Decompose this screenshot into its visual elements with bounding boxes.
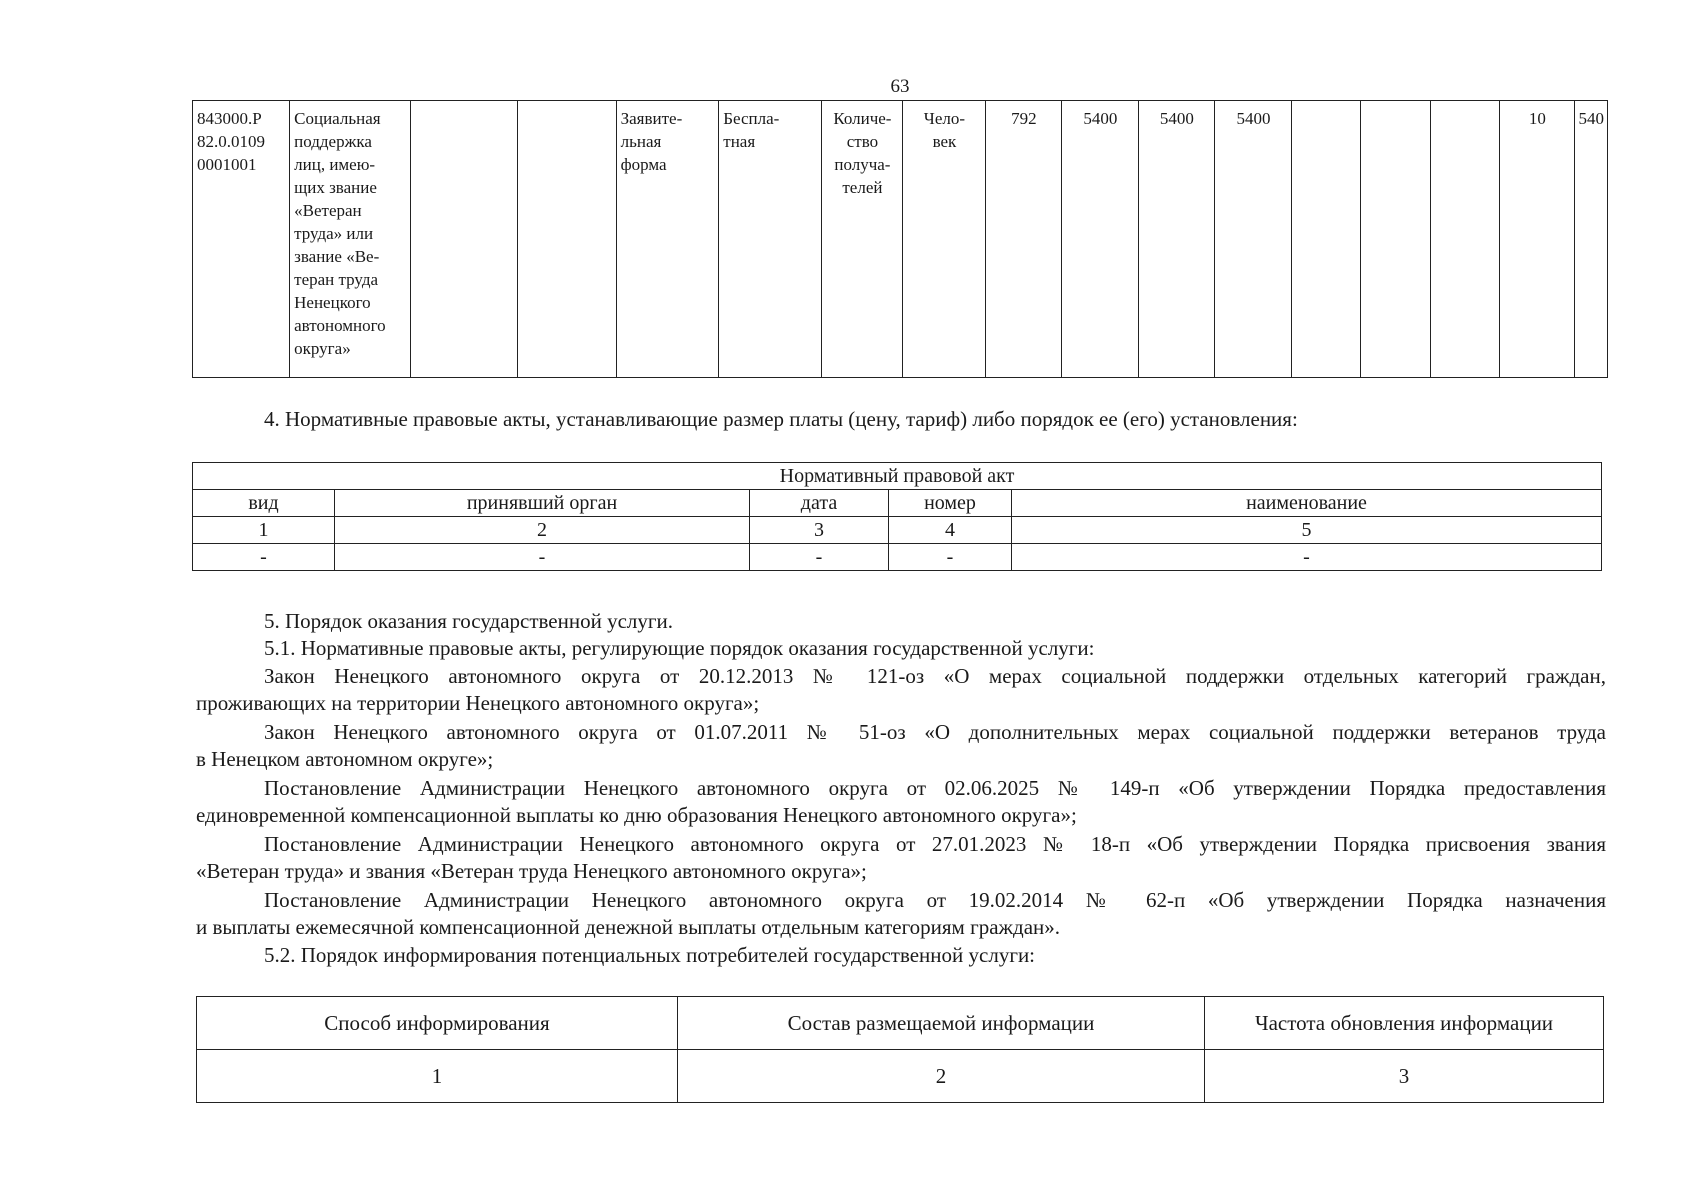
column-header: вид [193,490,335,517]
table-cell: - [1012,544,1602,571]
form-line: Заявите- [620,109,683,128]
table-cell: - [889,544,1012,571]
column-number: 1 [193,517,335,544]
law-1-line-2: проживающих на территории Ненецкого автономного округа»; [196,691,760,715]
table-header-row [193,490,1602,517]
unit-cell [903,101,986,378]
section-4-text: 4. Нормативные правовые акты, устанавливающие размер платы (цену, тариф) либо порядок ее (его) установления: [264,407,1298,431]
law-2-line-2: в Ненецком автономном округе»; [196,747,494,771]
column-header: Частота обновления информации [1205,997,1604,1050]
payment-line: тная [723,132,756,151]
column-number: 5 [1012,517,1602,544]
column-number: 2 [335,517,750,544]
description-line: «Ветеран [294,201,362,220]
deviation-absolute-cell: 540 [1574,101,1608,378]
value-cell [1430,101,1500,378]
column-header: принявший орган [335,490,750,517]
description-line: лиц, имею- [294,155,376,174]
description-line: труда» или [294,224,374,243]
law-1-line-1: Закон Ненецкого автономного округа от 20.12.2013 № 121-оз «О мерах социальной поддержки отдельных категорий граждан, [264,664,1606,688]
table-row [193,544,1602,571]
registry-code-line: 82.0.0109 [197,132,265,151]
value-cell [1361,101,1431,378]
column-header: наименование [1012,490,1602,517]
description-line: поддержка [294,132,372,151]
description-line: округа» [294,339,351,358]
value-cell: 5400 [1215,101,1292,378]
indicator-line: получа- [834,155,891,174]
indicator-cell [821,101,902,378]
table-cell: - [750,544,889,571]
table-cell: - [193,544,335,571]
indicator-line: телей [842,178,883,197]
page-number: 63 [890,76,910,97]
table-row [193,517,1602,544]
description-line: Ненецкого [294,293,371,312]
table-cell: - [335,544,750,571]
deviation-percent-cell: 10 [1500,101,1574,378]
table-row [193,101,1608,378]
law-3-line-1: Постановление Администрации Ненецкого автономного округа от 02.06.2025 № 149-п «Об утверждении Порядка предоставления [264,776,1606,800]
registry-code-line: 0001001 [197,155,257,174]
column-number: 3 [1205,1050,1604,1103]
unit-line: век [932,132,957,151]
form-line: льная [620,132,662,151]
indicator-line: ство [846,132,879,151]
column-header: дата [750,490,889,517]
column-number: 1 [197,1050,678,1103]
unit-line: Чело- [923,109,966,128]
column-header: Состав размещаемой информации [678,997,1205,1050]
law-5-line-2: и выплаты ежемесячной компенсационной денежной выплаты отдельным категориям граждан». [196,915,1061,939]
form-line: форма [620,155,667,174]
registry-code-line: 843000.Р [197,109,262,128]
law-2-line-1: Закон Ненецкого автономного округа от 01.07.2011 № 51-оз «О дополнительных мерах социальной поддержки ветеранов труда [264,720,1606,744]
table-title: Нормативный правовой акт [193,463,1602,490]
section-5-heading: 5. Порядок оказания государственной услуги. [264,609,673,633]
description-line: щих звание [294,178,377,197]
informing-methods-table [196,996,1604,1103]
section-5-2-heading: 5.2. Порядок информирования потенциальных потребителей государственной услуги: [264,943,1036,967]
table-header-row [197,997,1604,1050]
service-indicator-table [192,100,1608,378]
registry-code-cell [193,101,290,378]
table-row [197,1050,1604,1103]
okei-code-cell: 792 [985,101,1061,378]
description-line: звание «Ве- [294,247,380,266]
service-description-cell [290,101,411,378]
value-cell [1291,101,1361,378]
law-3-line-2: единовременной компенсационной выплаты ко дню образования Ненецкого автономного округа»; [196,803,1077,827]
column-number: 3 [750,517,889,544]
column-number: 4 [889,517,1012,544]
empty-cell [411,101,518,378]
indicator-line: Количе- [833,109,892,128]
value-cell: 5400 [1062,101,1139,378]
column-header: номер [889,490,1012,517]
section-5-1-heading: 5.1. Нормативные правовые акты, регулирующие порядок оказания государственной услуги: [264,636,1095,660]
law-4-line-2: «Ветеран труда» и звания «Ветеран труда Ненецкого автономного округа»; [196,859,867,883]
empty-cell [518,101,616,378]
fee-acts-table [192,462,1602,571]
table-row [193,463,1602,490]
law-4-line-1: Постановление Администрации Ненецкого автономного округа от 27.01.2023 № 18-п «Об утверждении Порядка присвоения звания [264,832,1606,856]
column-number: 2 [678,1050,1205,1103]
form-cell [616,101,719,378]
law-5-line-1: Постановление Администрации Ненецкого автономного округа от 19.02.2014 № 62-п «Об утверждении Порядка назначения [264,888,1606,912]
description-line: Социальная [294,109,381,128]
description-line: автономного [294,316,386,335]
payment-cell [719,101,821,378]
payment-line: Беспла- [723,109,780,128]
description-line: теран труда [294,270,379,289]
value-cell: 5400 [1138,101,1215,378]
column-header: Способ информирования [197,997,678,1050]
